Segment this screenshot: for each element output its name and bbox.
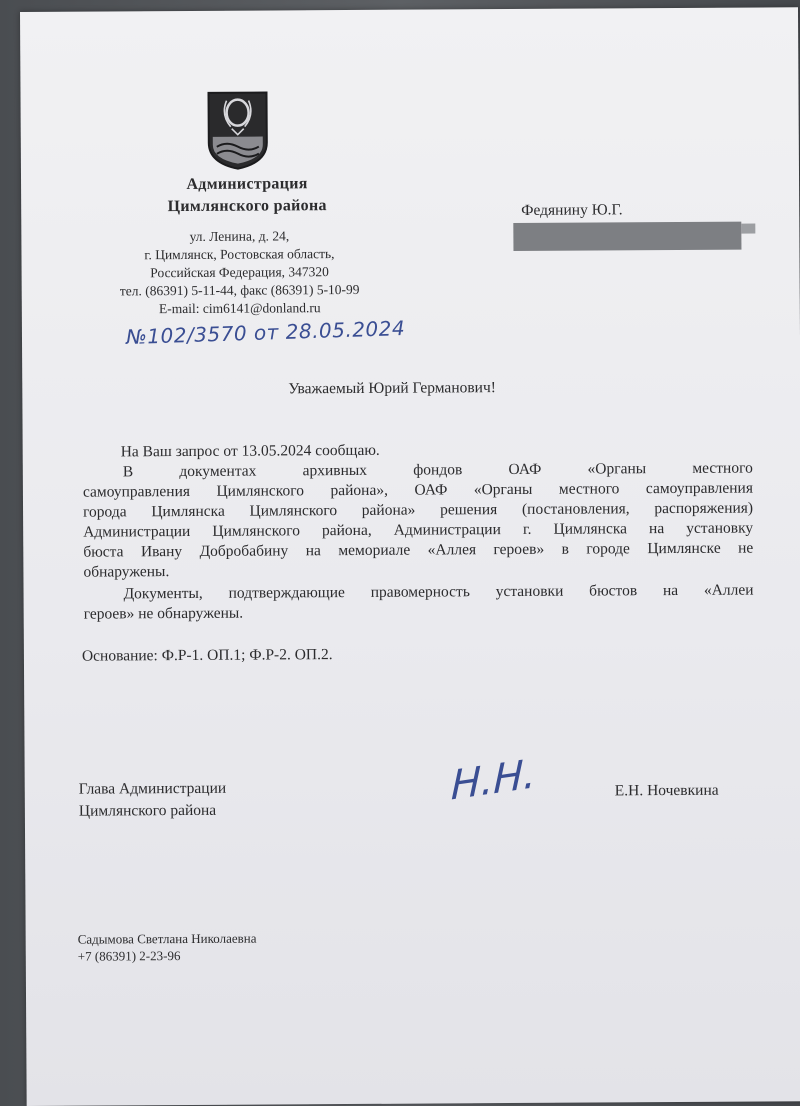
paragraph-line: бюста Ивану Добробабину на мемориале «Аллея героев» в городе Цимлянске не <box>83 539 754 561</box>
letter-page <box>20 7 800 1106</box>
phone-fax: тел. (86391) 5-11-44, факс (86391) 5-10-99 <box>119 281 360 299</box>
address-country: Российская Федерация, 347320 <box>150 264 329 281</box>
handwritten-signature: Н.Н. <box>450 750 537 810</box>
redaction-edge <box>741 224 755 234</box>
recipient-name: Федянину Ю.Г. <box>521 201 623 219</box>
signatory-name: Е.Н. Ночевкина <box>614 781 719 800</box>
paragraph-line: Администрации Цимлянского района, Администрации г. Цимлянска на установку <box>83 519 754 541</box>
paragraph-request: На Ваш запрос от 13.05.2024 сообщаю. <box>120 441 380 461</box>
coat-of-arms-emblem <box>206 90 268 170</box>
paragraph-line: героев» не обнаружены. <box>83 604 244 623</box>
basis-line: Основание: Ф.Р-1. ОП.1; Ф.Р-2. ОП.2. <box>81 646 333 665</box>
address-city: г. Цимлянск, Ростовская область, <box>144 246 335 263</box>
paragraph-archive-search <box>83 459 754 583</box>
organization-name-line2: Цимлянского района <box>167 197 327 216</box>
paragraph-line: города Цимлянска Цимлянского района» решения (постановления, распоряжения) <box>83 499 754 521</box>
address-street: ул. Ленина, д. 24, <box>189 228 290 244</box>
paragraph-busts <box>83 581 753 625</box>
registration-number: №102/3570 от 28.05.2024 <box>125 316 406 350</box>
paragraph-line: самоуправления Цимлянского района», ОАФ «Органы местного самоуправления <box>82 479 753 501</box>
paragraph-line: обнаружены. <box>83 563 170 581</box>
redacted-address <box>513 222 741 251</box>
signatory-position-line2: Цимлянского района <box>78 801 217 820</box>
executor-phone: +7 (86391) 2-23-96 <box>77 948 181 964</box>
executor-name: Садымова Светлана Николаевна <box>77 930 257 947</box>
paragraph-line: В документах архивных фондов ОАФ «Органы местного <box>122 459 753 481</box>
organization-name-line1: Администрация <box>186 175 308 193</box>
signatory-position-line1: Глава Администрации <box>78 779 227 798</box>
email: E-mail: cim6141@donland.ru <box>158 300 321 317</box>
paragraph-line: Документы, подтверждающие правомерность установки бюстов на «Аллеи <box>123 581 754 603</box>
salutation: Уважаемый Юрий Германович! <box>288 379 496 398</box>
